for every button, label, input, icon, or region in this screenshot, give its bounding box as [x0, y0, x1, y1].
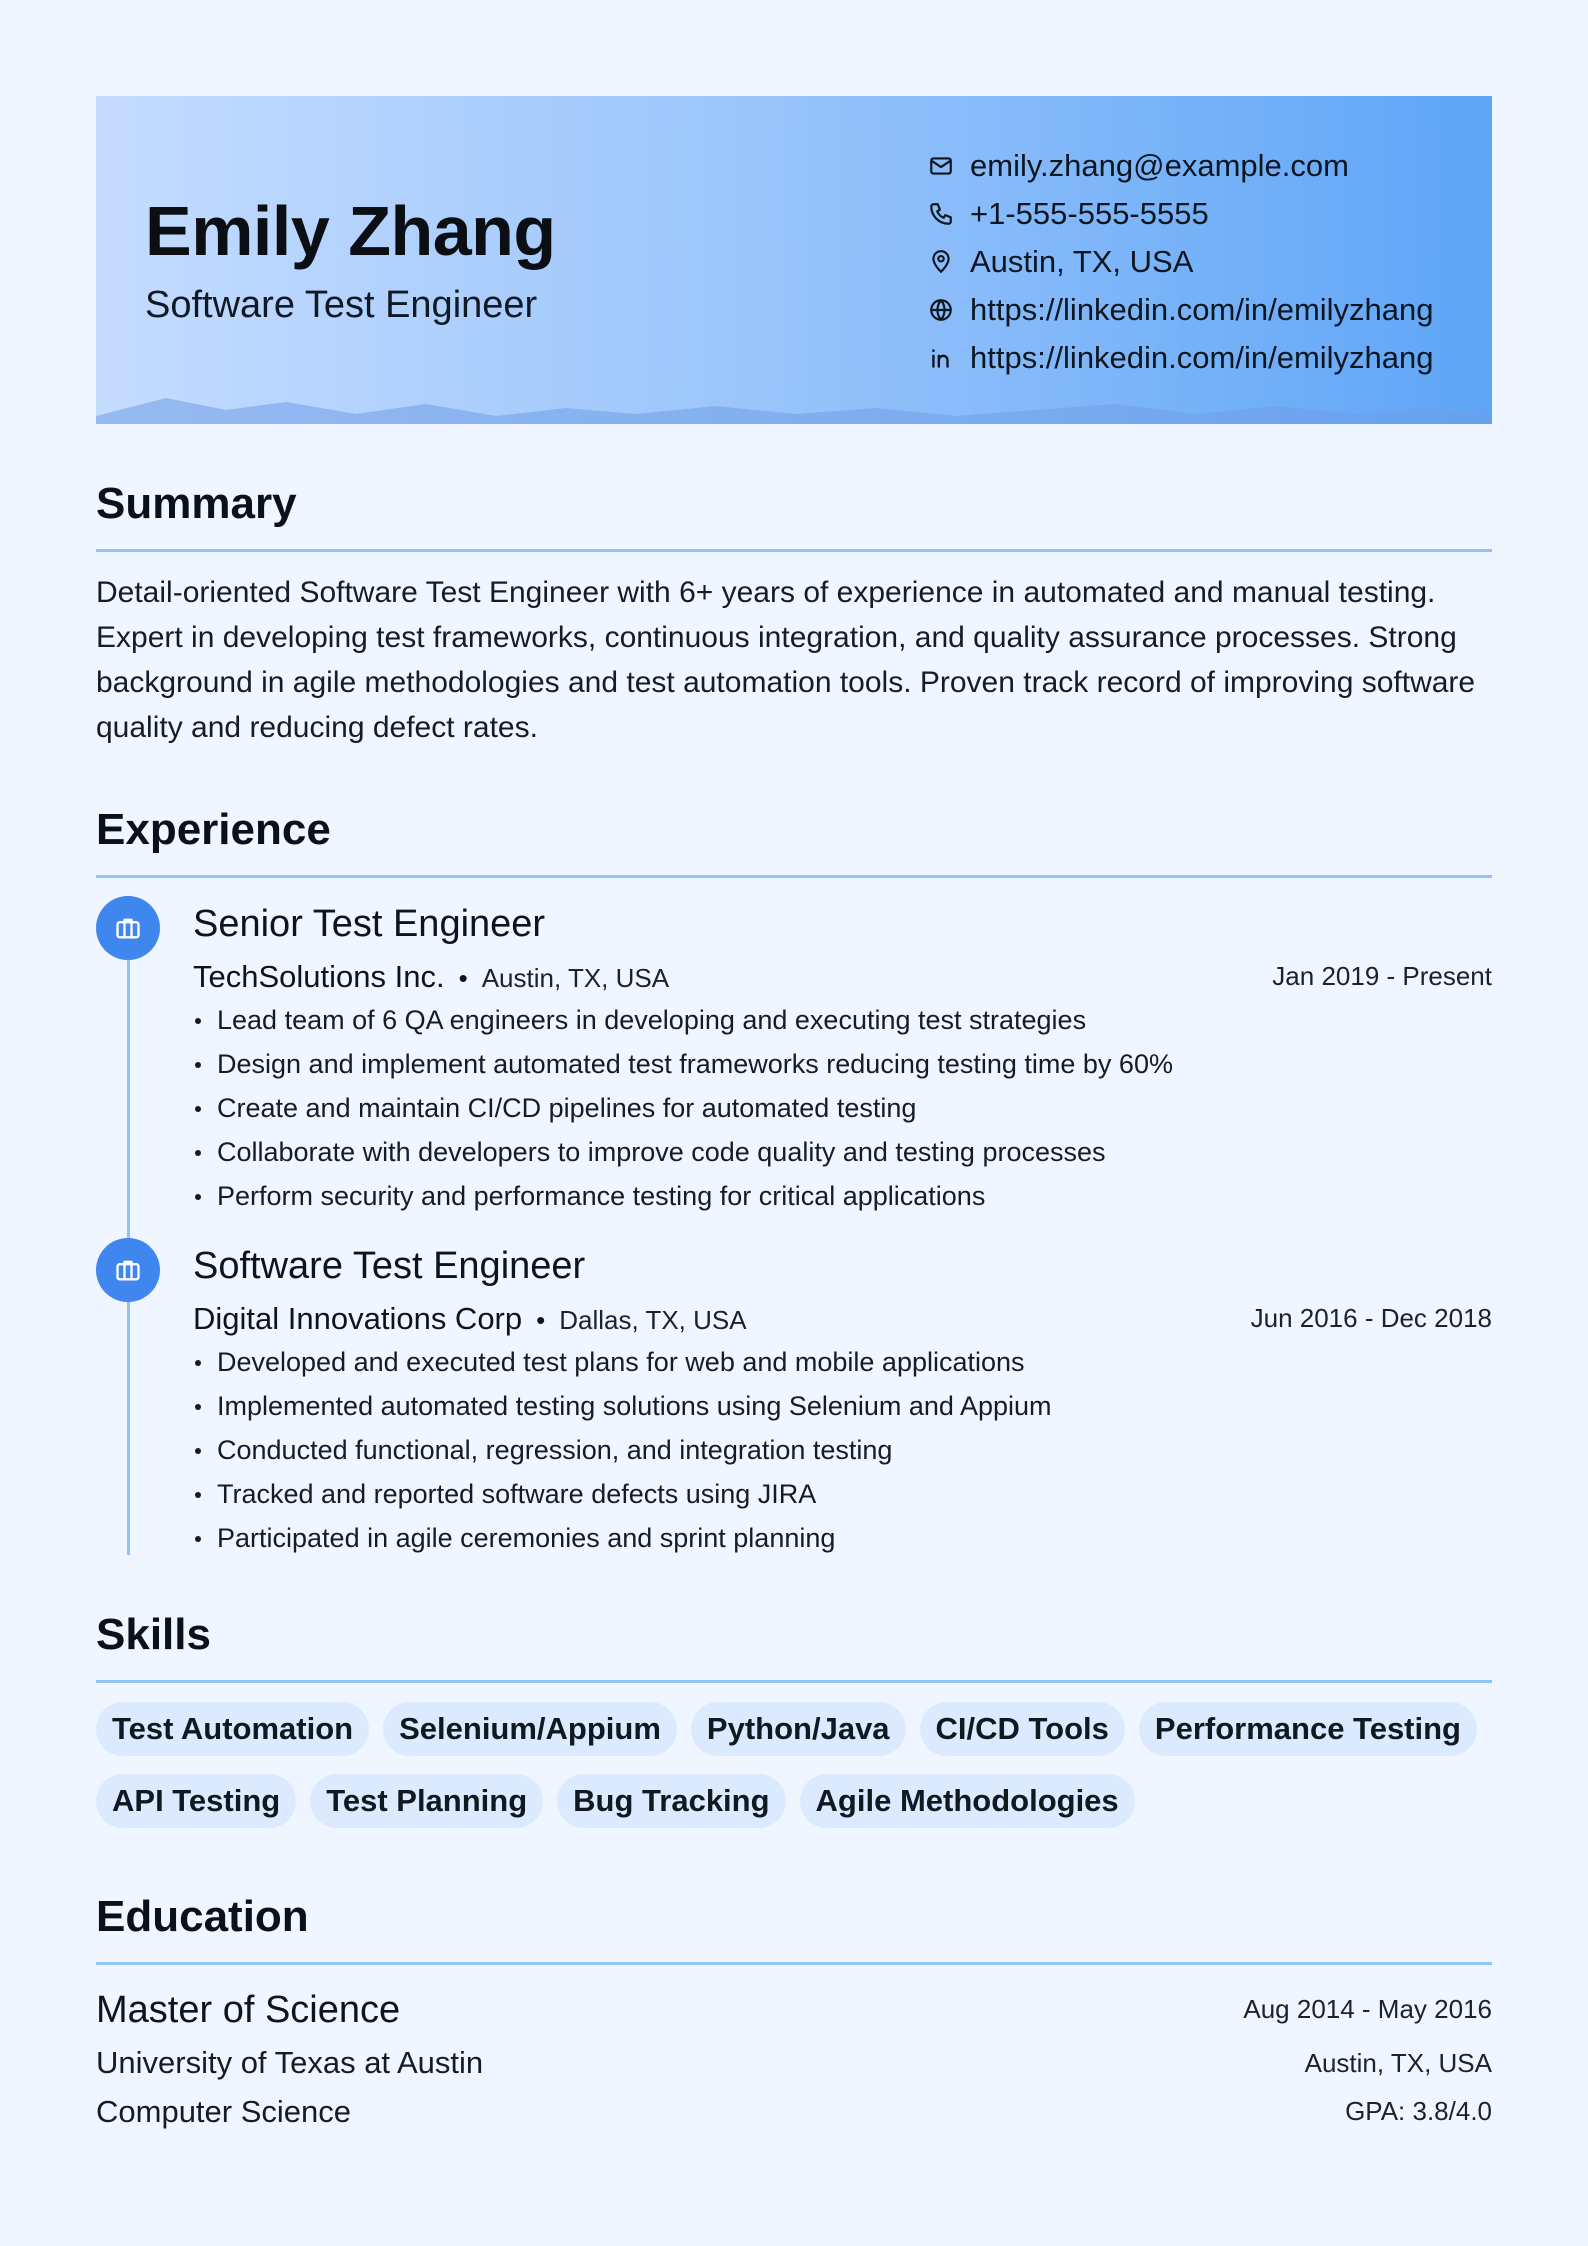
contact-website[interactable]	[926, 286, 1434, 334]
list-item: Implemented automated testing solutions using Selenium and Appium	[193, 1384, 1052, 1428]
contact-list	[926, 142, 1434, 382]
skills-divider	[96, 1680, 1492, 1683]
education-school: University of Texas at Austin	[96, 2045, 484, 2080]
education-gpa: GPA: 3.8/4.0	[1345, 2096, 1492, 2126]
contact-linkedin-text: https://linkedin.com/in/emilyzhang	[970, 340, 1434, 375]
summary-divider	[96, 549, 1492, 552]
list-item: Perform security and performance testing for critical applications	[193, 1174, 1173, 1218]
contact-phone[interactable]	[926, 190, 1434, 238]
job-bullet-list	[193, 1340, 1052, 1560]
contact-location-text: Austin, TX, USA	[970, 244, 1194, 279]
job-company: Digital Innovations Corp	[193, 1301, 523, 1336]
candidate-name: Emily Zhang	[145, 192, 556, 270]
education-field: Computer Science	[96, 2094, 352, 2129]
list-item: Participated in agile ceremonies and sprint planning	[193, 1516, 1052, 1560]
location-pin-icon	[926, 247, 956, 277]
summary-text: Detail-oriented Software Test Engineer with 6+ years of experience in automated and manual testing. Expert in developing test frameworks, continuous integration, and quality assurance processes. Strong background in agile methodologies and test automation tools. Proven track record of improving software quality and reducing defect rates.	[96, 576, 1476, 744]
header-wave-decoration	[96, 384, 1492, 424]
briefcase-icon	[96, 896, 160, 960]
skill-chip: Bug Tracking	[557, 1774, 785, 1828]
phone-icon	[926, 199, 956, 229]
skill-chip: Agile Methodologies	[800, 1774, 1135, 1828]
experience-heading: Experience	[96, 805, 331, 854]
job-title: Software Test Engineer	[193, 1245, 586, 1287]
skill-chip: Performance Testing	[1139, 1702, 1477, 1756]
list-item: Developed and executed test plans for web and mobile applications	[193, 1340, 1052, 1384]
contact-linkedin[interactable]	[926, 334, 1434, 382]
experience-divider	[96, 875, 1492, 878]
education-divider	[96, 1962, 1492, 1965]
contact-location	[926, 238, 1434, 286]
job-dates: Jan 2019 - Present	[1272, 961, 1492, 991]
list-item: Create and maintain CI/CD pipelines for automated testing	[193, 1086, 1173, 1130]
contact-email[interactable]	[926, 142, 1434, 190]
list-item: Collaborate with developers to improve code quality and testing processes	[193, 1130, 1173, 1174]
education-heading: Education	[96, 1892, 309, 1941]
skill-chip: CI/CD Tools	[920, 1702, 1125, 1756]
job-meta	[193, 961, 669, 992]
list-item: Design and implement automated test frameworks reducing testing time by 60%	[193, 1042, 1173, 1086]
education-dates: Aug 2014 - May 2016	[1243, 1994, 1492, 2024]
meta-separator: •	[536, 1305, 546, 1335]
list-item: Conducted functional, regression, and integration testing	[193, 1428, 1052, 1472]
education-location: Austin, TX, USA	[1304, 2048, 1492, 2078]
resume-header	[96, 96, 1492, 424]
contact-email-text: emily.zhang@example.com	[970, 148, 1349, 183]
skill-chip: Test Planning	[310, 1774, 543, 1828]
list-item: Tracked and reported software defects using JIRA	[193, 1472, 1052, 1516]
skill-chip: API Testing	[96, 1774, 296, 1828]
job-meta	[193, 1303, 747, 1334]
education-degree: Master of Science	[96, 1989, 401, 2031]
skill-chip: Test Automation	[96, 1702, 369, 1756]
job-bullet-list	[193, 998, 1173, 1218]
job-dates: Jun 2016 - Dec 2018	[1250, 1303, 1492, 1333]
linkedin-icon	[926, 343, 956, 373]
job-title: Senior Test Engineer	[193, 903, 546, 945]
list-item: Lead team of 6 QA engineers in developing and executing test strategies	[193, 998, 1173, 1042]
skills-heading: Skills	[96, 1610, 211, 1659]
briefcase-icon	[96, 1238, 160, 1302]
job-location: Dallas, TX, USA	[559, 1305, 747, 1335]
skill-chip: Selenium/Appium	[383, 1702, 677, 1756]
job-location: Austin, TX, USA	[481, 963, 670, 993]
summary-heading: Summary	[96, 479, 297, 528]
meta-separator: •	[458, 963, 468, 993]
candidate-headline: Software Test Engineer	[145, 284, 538, 326]
globe-icon	[926, 295, 956, 325]
mail-icon	[926, 151, 956, 181]
skills-chip-list	[96, 1702, 1506, 1828]
contact-phone-text: +1-555-555-5555	[970, 196, 1209, 231]
skill-chip: Python/Java	[691, 1702, 906, 1756]
contact-website-text: https://linkedin.com/in/emilyzhang	[970, 292, 1434, 327]
job-company: TechSolutions Inc.	[193, 959, 445, 994]
